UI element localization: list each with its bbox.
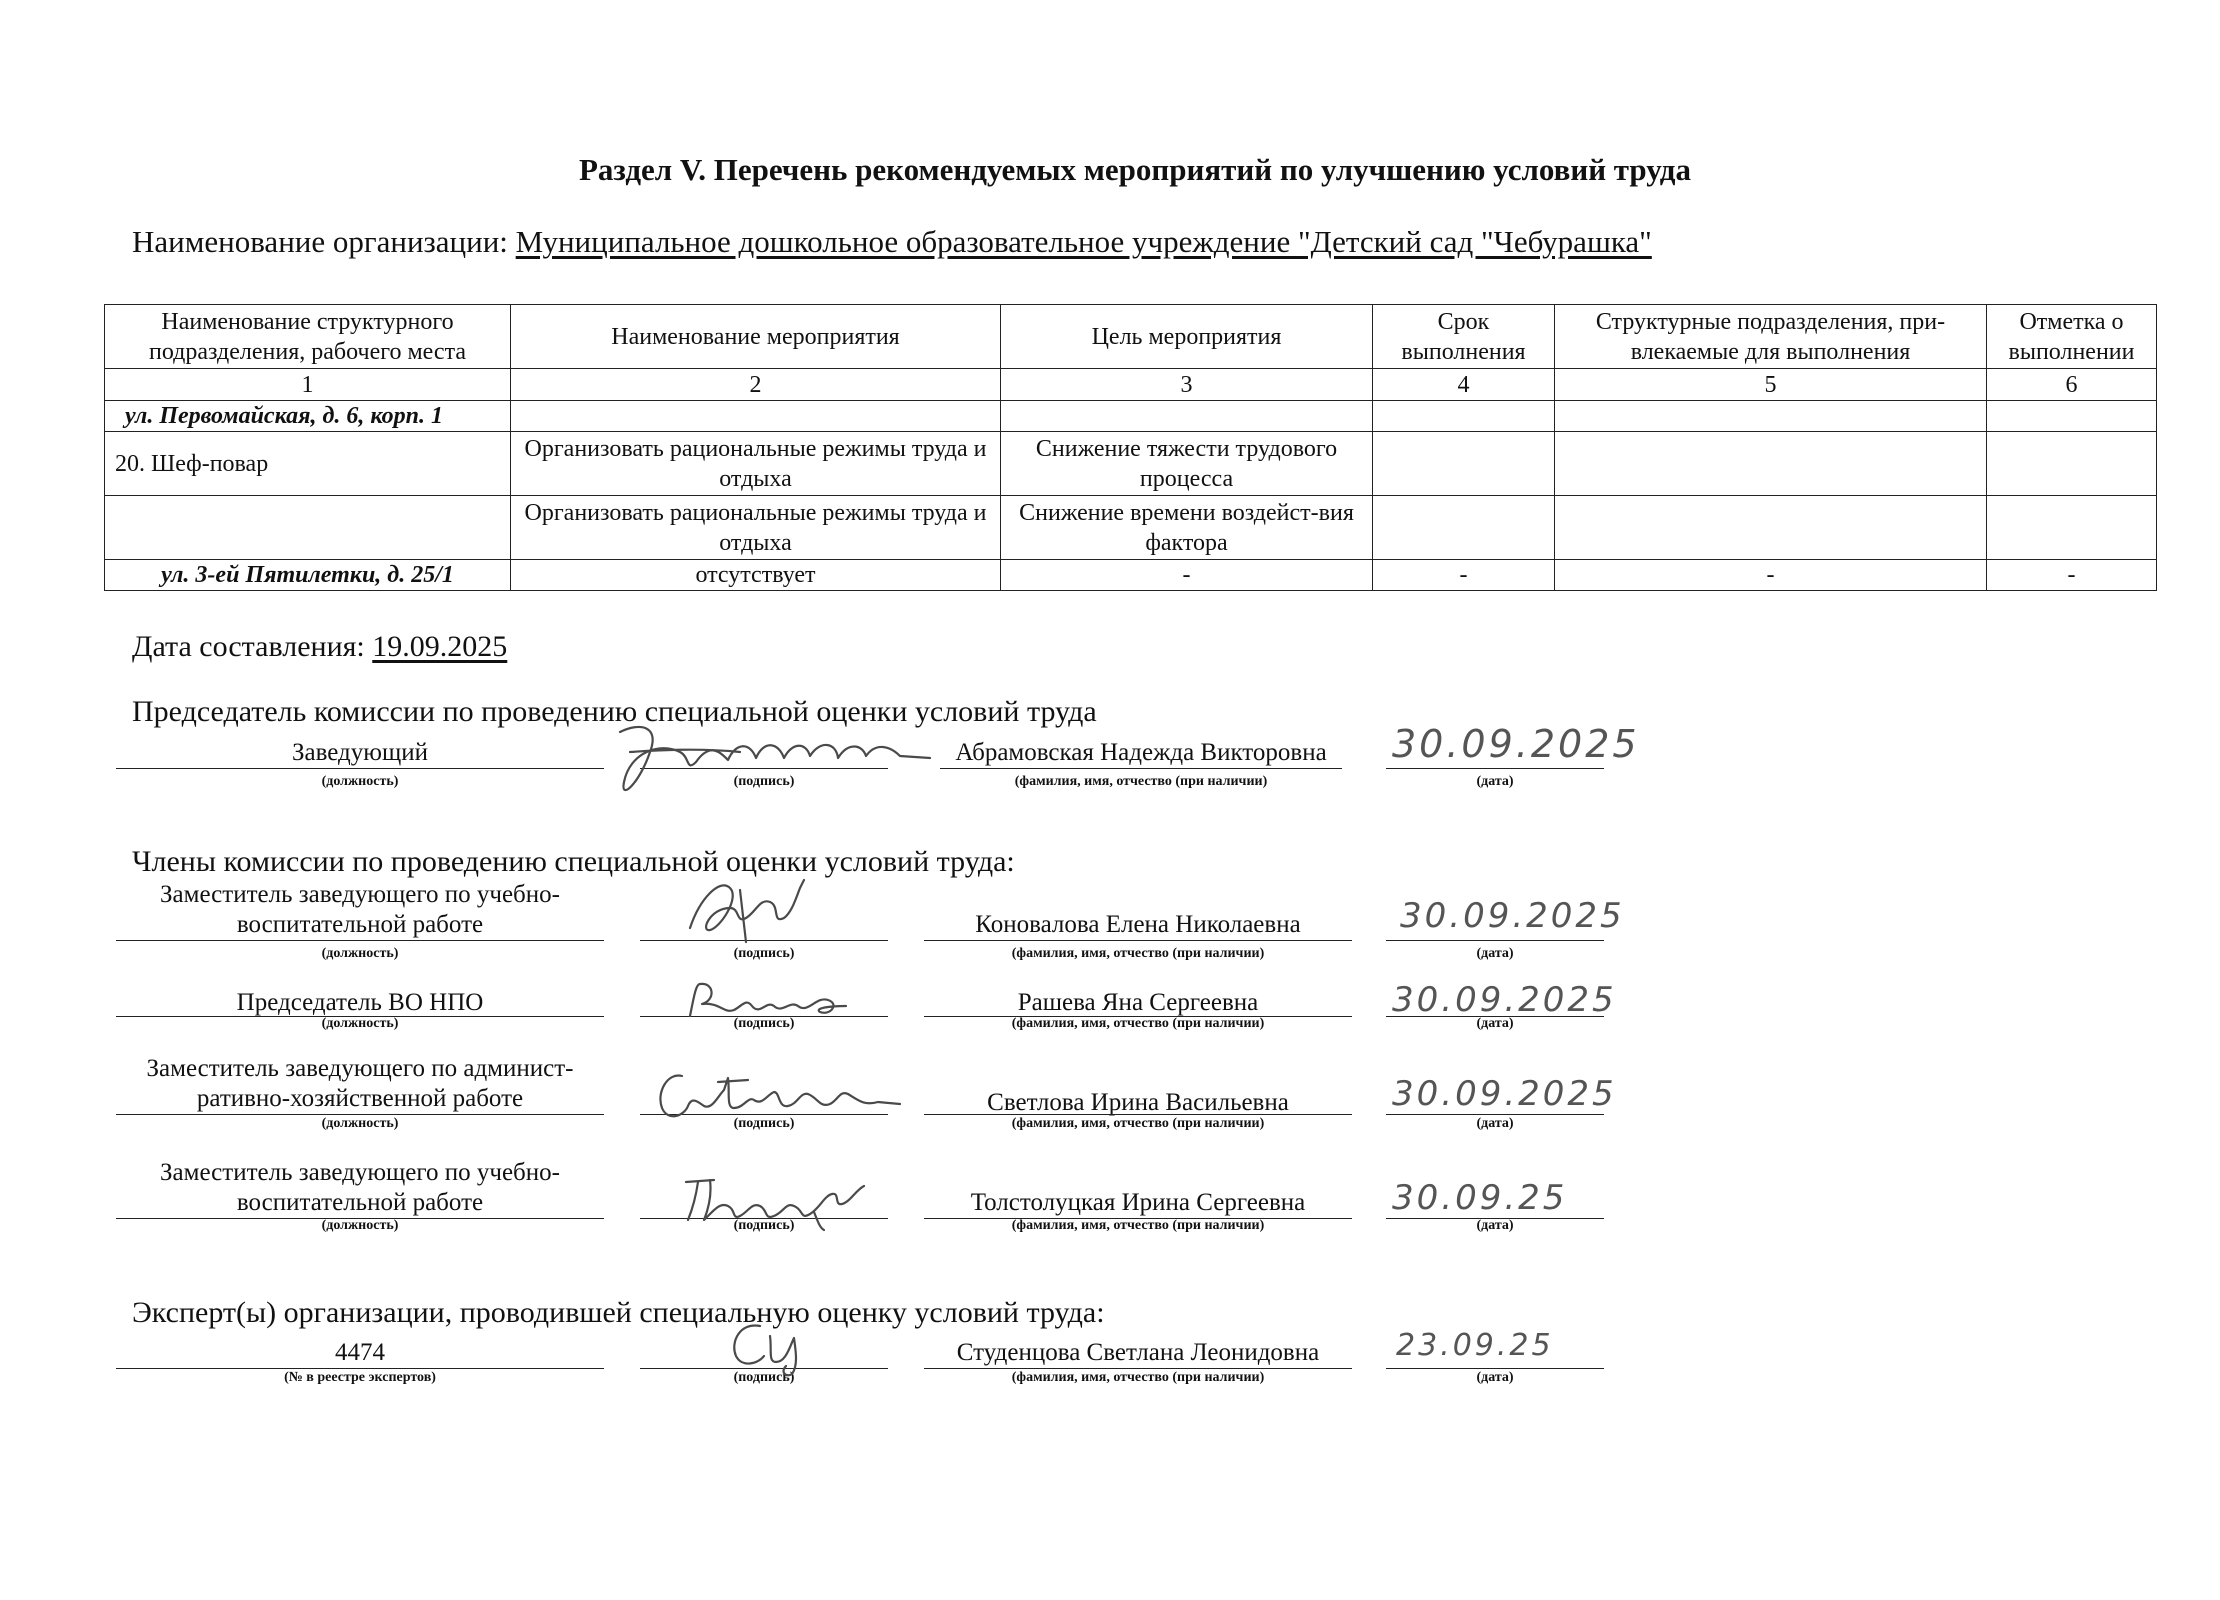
- caption-position: (должность): [321, 774, 399, 789]
- handwritten-date: 23.09.25: [1396, 1328, 1554, 1363]
- goal-cell: Снижение тяжести трудового процесса: [1001, 432, 1373, 496]
- member-signature: [680, 868, 820, 948]
- member-signature: [674, 1166, 874, 1230]
- header-cell: Наименование структурного подразделения, рабочего места: [105, 305, 511, 369]
- address-cell: ул. 3-ей Пятилетки, д. 25/1: [105, 560, 511, 591]
- caption-signature: (подпись): [733, 1016, 795, 1031]
- handwritten-date: 30.09.25: [1392, 1178, 1568, 1218]
- caption-position: (должность): [321, 1218, 399, 1233]
- column-number: 4: [1373, 369, 1555, 401]
- caption-fio: (фамилия, имя, отчество (при наличии): [1011, 1218, 1265, 1233]
- handwritten-date: 30.09.2025: [1392, 980, 1617, 1020]
- column-number: 6: [1987, 369, 2157, 401]
- expert-registry-number: 4474: [335, 1339, 385, 1366]
- header-cell: Наименование мероприятия: [511, 305, 1001, 369]
- goal-cell: Снижение времени воздейст-вия фактора: [1001, 496, 1373, 560]
- compilation-date-line: [132, 630, 507, 664]
- dash-cell: -: [1001, 560, 1373, 591]
- organization-name: Муниципальное дошкольное образовательное учреждение "Детский сад "Чебурашка": [515, 224, 1652, 259]
- organization-line: [132, 224, 1652, 260]
- table-row: [105, 432, 2157, 496]
- expert-heading: Эксперт(ы) организации, проводившей специальную оценку условий труда:: [132, 1296, 1105, 1329]
- caption-date: (дата): [1476, 1116, 1514, 1131]
- caption-date: (дата): [1476, 774, 1514, 789]
- header-cell: Отметка о выполнении: [1987, 305, 2157, 369]
- member-position-text: Заместитель заведующего по админист-ративно-хозяйственной работе: [146, 1055, 574, 1112]
- caption-signature: (подпись): [733, 1370, 795, 1385]
- measure-cell: отсутствует: [511, 560, 1001, 591]
- member-signature: [680, 976, 860, 1026]
- handwritten-date: 30.09.2025: [1392, 722, 1640, 766]
- member-name: Толстолуцкая Ирина Сергеевна: [970, 1189, 1306, 1216]
- caption-signature: (подпись): [733, 1116, 795, 1131]
- member-signature: [648, 1062, 908, 1126]
- table-row: [105, 401, 2157, 432]
- header-cell: Цель мероприятия: [1001, 305, 1373, 369]
- table-number-row: [105, 369, 2157, 401]
- dash-cell: -: [1555, 560, 1987, 591]
- caption-position: (должность): [321, 946, 399, 961]
- chairman-position: Заведующий: [292, 739, 428, 766]
- member-position-text: Заместитель заведующего по учебно-воспитательной работе: [160, 1159, 560, 1216]
- caption-date: (дата): [1476, 1218, 1514, 1233]
- column-number: 3: [1001, 369, 1373, 401]
- member-position: [116, 1158, 604, 1218]
- address-cell: ул. Первомайская, д. 6, корп. 1: [105, 401, 511, 432]
- expert-name: Студенцова Светлана Леонидовна: [956, 1339, 1320, 1366]
- column-number: 1: [105, 369, 511, 401]
- caption-fio: (фамилия, имя, отчество (при наличии): [1011, 946, 1265, 961]
- caption-fio: (фамилия, имя, отчество (при наличии): [1011, 1370, 1265, 1385]
- organization-label: Наименование организации:: [132, 224, 508, 259]
- handwritten-date: 30.09.2025: [1392, 1074, 1617, 1114]
- caption-fio: (фамилия, имя, отчество (при наличии): [1011, 1116, 1265, 1131]
- workplace-cell: 20. Шеф-повар: [105, 432, 511, 496]
- compilation-date-label: Дата составления:: [132, 630, 365, 663]
- column-number: 2: [511, 369, 1001, 401]
- caption-registry: (№ в реестре экспертов): [284, 1370, 436, 1385]
- header-cell: Структурные подразделения, при-влекаемые для выполнения: [1555, 305, 1987, 369]
- measure-cell: Организовать рациональные режимы труда и отдыха: [511, 432, 1001, 496]
- caption-position: (должность): [321, 1016, 399, 1031]
- handwritten-date: 30.09.2025: [1400, 896, 1625, 936]
- members-heading: Члены комиссии по проведению специальной оценки условий труда:: [132, 845, 1015, 878]
- member-position: [116, 1054, 604, 1114]
- caption-signature: (подпись): [733, 774, 795, 789]
- member-position: Председатель ВО НПО: [236, 989, 484, 1016]
- chairman-heading: Председатель комиссии по проведению специальной оценки условий труда: [132, 695, 1097, 728]
- header-cell: Срок выполнения: [1373, 305, 1555, 369]
- measures-table: [104, 304, 2157, 591]
- table-header-row: [105, 305, 2157, 369]
- member-name: Светлова Ирина Васильевна: [987, 1089, 1289, 1116]
- member-name: Коновалова Елена Николаевна: [975, 911, 1301, 938]
- caption-signature: (подпись): [733, 1218, 795, 1233]
- chairman-name: Абрамовская Надежда Викторовна: [955, 739, 1327, 766]
- measure-cell: Организовать рациональные режимы труда и отдыха: [511, 496, 1001, 560]
- compilation-date-value: 19.09.2025: [372, 630, 508, 663]
- chairman-signature: [600, 712, 940, 812]
- member-position-text: Заместитель заведующего по учебно-воспитательной работе: [160, 881, 560, 938]
- caption-signature: (подпись): [733, 946, 795, 961]
- dash-cell: -: [1987, 560, 2157, 591]
- member-position: [116, 880, 604, 940]
- expert-signature: [720, 1316, 830, 1376]
- caption-date: (дата): [1476, 946, 1514, 961]
- caption-fio: (фамилия, имя, отчество (при наличии): [1014, 774, 1268, 789]
- workplace-cell: [105, 496, 511, 560]
- column-number: 5: [1555, 369, 1987, 401]
- member-name: Рашева Яна Сергеевна: [1017, 989, 1259, 1016]
- table-row: [105, 496, 2157, 560]
- table-row: [105, 560, 2157, 591]
- caption-position: (должность): [321, 1116, 399, 1131]
- caption-fio: (фамилия, имя, отчество (при наличии): [1011, 1016, 1265, 1031]
- caption-date: (дата): [1476, 1016, 1514, 1031]
- page-title: Раздел V. Перечень рекомендуемых мероприятий по улучшению условий труда: [579, 152, 1691, 187]
- caption-date: (дата): [1476, 1370, 1514, 1385]
- dash-cell: -: [1373, 560, 1555, 591]
